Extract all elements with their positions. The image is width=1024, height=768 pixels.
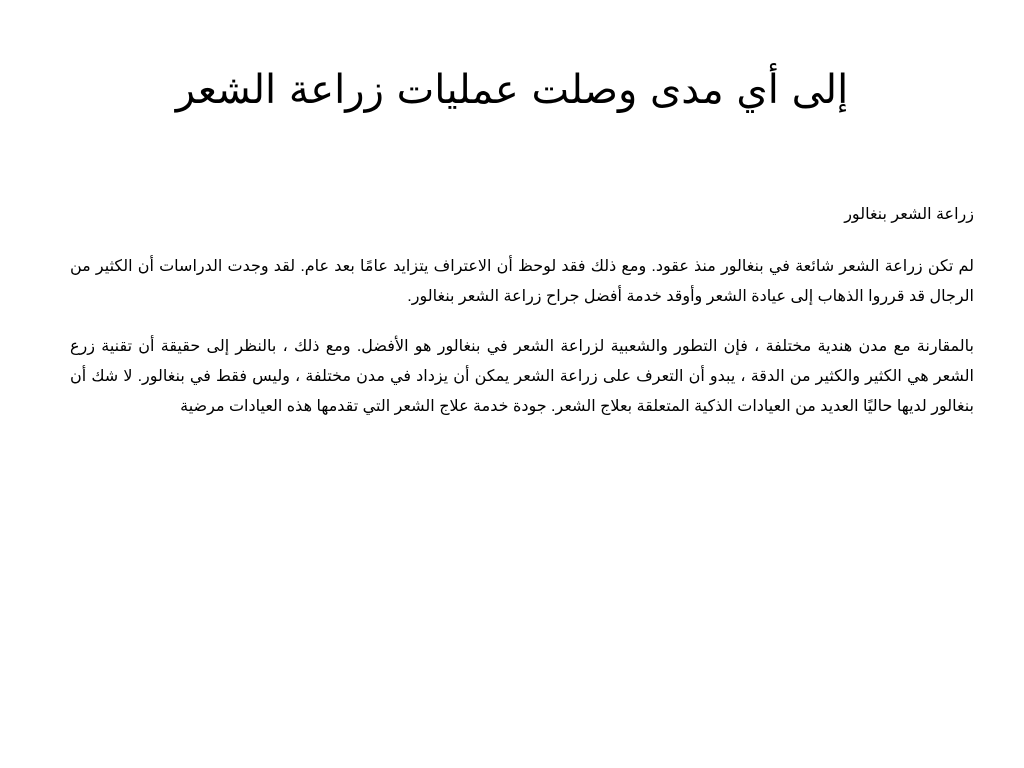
slide-title: إلى أي مدى وصلت عمليات زراعة الشعر [175,67,849,113]
body-paragraph-2: بالمقارنة مع مدن هندية مختلفة ، فإن التطور والشعبية لزراعة الشعر في بنغالور هو الأفضل. ومع ذلك ، بالنظر إلى حقيقة أن تقنية زرع الشعر هي الكثير والكثير من الدقة ، يبدو أن التعرف على زراعة الشعر يمكن أن يزداد في مدن مختلفة ، وليس فقط في بنغالور. لا شك أن بنغالور لديها حاليًا العديد من العيادات الذكية المتعلقة بعلاج الشعر. جودة خدمة علاج الشعر التي تقدمها هذه العيادات مرضية [70,338,974,415]
body-paragraph-1: لم تكن زراعة الشعر شائعة في بنغالور منذ عقود. ومع ذلك فقد لوحظ أن الاعتراف يتزايد عامًا بعد عام. لقد وجدت الدراسات أن الكثير من الرجال قد قرروا الذهاب إلى عيادة الشعر وأوقد خدمة أفضل جراح زراعة الشعر بنغالور. [70,258,974,305]
slide-body [70,200,974,442]
body-subheading: زراعة الشعر بنغالور [844,206,974,223]
